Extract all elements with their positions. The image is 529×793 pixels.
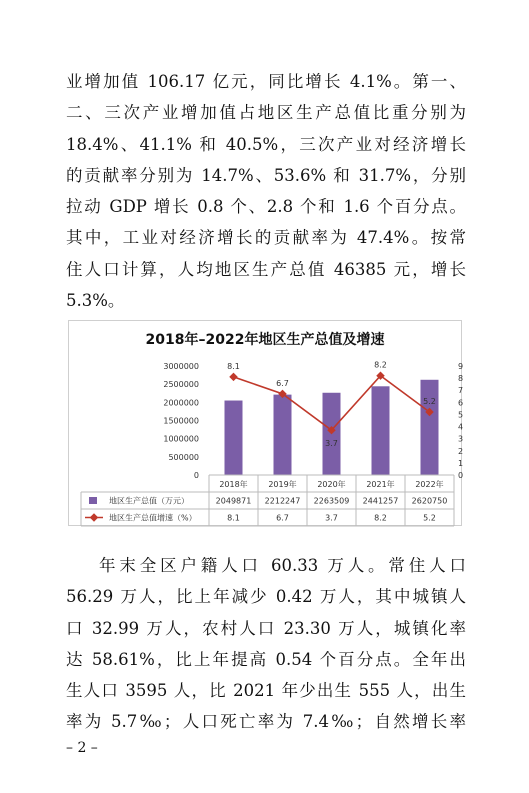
chart-canvas bbox=[69, 321, 463, 527]
paragraph2-line: 年末全区户籍人口 60.33 万人。常住人口 bbox=[99, 556, 466, 575]
paragraph2-line: 口 32.99 万人，农村人口 23.30 万人，城镇化率 bbox=[66, 618, 466, 638]
legend-swatch-bar bbox=[89, 497, 97, 504]
table-row-label: 地区生产总值增速（%） bbox=[109, 513, 197, 523]
y-left-tick-label: 1000000 bbox=[163, 434, 199, 444]
growth-data-label: 3.7 bbox=[325, 439, 338, 449]
paragraph1-line: 其中，工业对经济增长的贡献率为 47.4%。按常 bbox=[66, 228, 466, 248]
paragraph2-line: 率为 5.7‰；人口死亡率为 7.4‰；自然增长率 bbox=[66, 712, 466, 732]
y-left-tick-label: 1500000 bbox=[163, 416, 199, 426]
y-left-tick-label: 2500000 bbox=[163, 380, 199, 390]
table-cell: 6.7 bbox=[276, 513, 289, 523]
gdp-bar bbox=[372, 386, 390, 475]
paragraph-population bbox=[66, 550, 466, 738]
table-cell: 5.2 bbox=[423, 513, 436, 523]
y-right-tick-label: 1 bbox=[458, 458, 463, 468]
growth-data-label: 8.2 bbox=[374, 360, 387, 370]
y-right-tick-label: 4 bbox=[458, 422, 463, 432]
gdp-bar bbox=[225, 401, 243, 475]
gdp-bar bbox=[421, 380, 439, 475]
growth-point bbox=[229, 373, 237, 381]
table-cell: 8.1 bbox=[227, 513, 240, 523]
growth-data-label: 6.7 bbox=[276, 378, 289, 388]
legend-swatch-marker bbox=[90, 513, 98, 521]
paragraph2-line: 达 58.61%，比上年提高 0.54 个百分点。全年出 bbox=[66, 649, 466, 669]
y-right-tick-label: 3 bbox=[458, 434, 463, 444]
y-right-tick-label: 2 bbox=[458, 446, 463, 456]
paragraph1-line: 5.3%。 bbox=[66, 291, 125, 311]
table-cell: 8.2 bbox=[374, 513, 387, 523]
paragraph-economy bbox=[66, 66, 466, 316]
paragraph2-line: 生人口 3595 人，比 2021 年少出生 555 人，出生 bbox=[66, 681, 466, 701]
table-cell: 2620750 bbox=[411, 496, 448, 506]
paragraph2-line: 56.29 万人，比上年减少 0.42 万人，其中城镇人 bbox=[66, 587, 466, 607]
chart-title: 2018年–2022年地区生产总值及增速 bbox=[145, 332, 385, 348]
paragraph1-line: 18.4%、41.1% 和 40.5%，三次产业对经济增长 bbox=[66, 134, 466, 154]
y-right-tick-label: 9 bbox=[458, 362, 463, 371]
y-left-tick-label: 0 bbox=[193, 471, 199, 480]
y-right-tick-label: 0 bbox=[458, 471, 463, 480]
growth-data-label: 8.1 bbox=[227, 361, 240, 371]
table-cell: 2263509 bbox=[313, 496, 350, 506]
growth-data-label: 5.2 bbox=[423, 397, 436, 407]
gdp-chart bbox=[68, 320, 462, 526]
gdp-bar bbox=[274, 395, 292, 475]
x-category-label: 2019年 bbox=[268, 480, 297, 489]
y-left-tick-label: 2000000 bbox=[163, 398, 199, 408]
paragraph1-line: 二、三次产业增加值占地区生产总值比重分别为 bbox=[66, 103, 466, 123]
paragraph1-line: 拉动 GDP 增长 0.8 个、2.8 个和 1.6 个百分点。 bbox=[66, 197, 466, 217]
table-cell: 2212247 bbox=[264, 496, 301, 506]
x-category-label: 2021年 bbox=[366, 480, 395, 489]
x-category-label: 2022年 bbox=[415, 480, 444, 489]
table-row-label: 地区生产总值（万元） bbox=[109, 496, 189, 506]
y-left-tick-label: 500000 bbox=[168, 452, 199, 462]
y-left-tick-label: 3000000 bbox=[163, 362, 199, 371]
y-right-tick-label: 8 bbox=[458, 374, 463, 384]
page-number: – 2 – bbox=[66, 740, 98, 756]
y-right-tick-label: 7 bbox=[458, 386, 463, 396]
table-cell: 2049871 bbox=[215, 496, 252, 506]
paragraph1-line: 住人口计算，人均地区生产总值 46385 元，增长 bbox=[66, 259, 466, 279]
table-cell: 3.7 bbox=[325, 513, 338, 523]
paragraph1-line: 业增加值 106.17 亿元，同比增长 4.1%。第一、 bbox=[66, 72, 466, 91]
table-cell: 2441257 bbox=[362, 496, 399, 506]
y-right-tick-label: 6 bbox=[458, 398, 463, 408]
x-category-label: 2018年 bbox=[219, 480, 248, 489]
paragraph1-line: 的贡献率分别为 14.7%、53.6% 和 31.7%，分别 bbox=[66, 165, 466, 185]
y-right-tick-label: 5 bbox=[458, 410, 463, 420]
x-category-label: 2020年 bbox=[317, 480, 346, 489]
